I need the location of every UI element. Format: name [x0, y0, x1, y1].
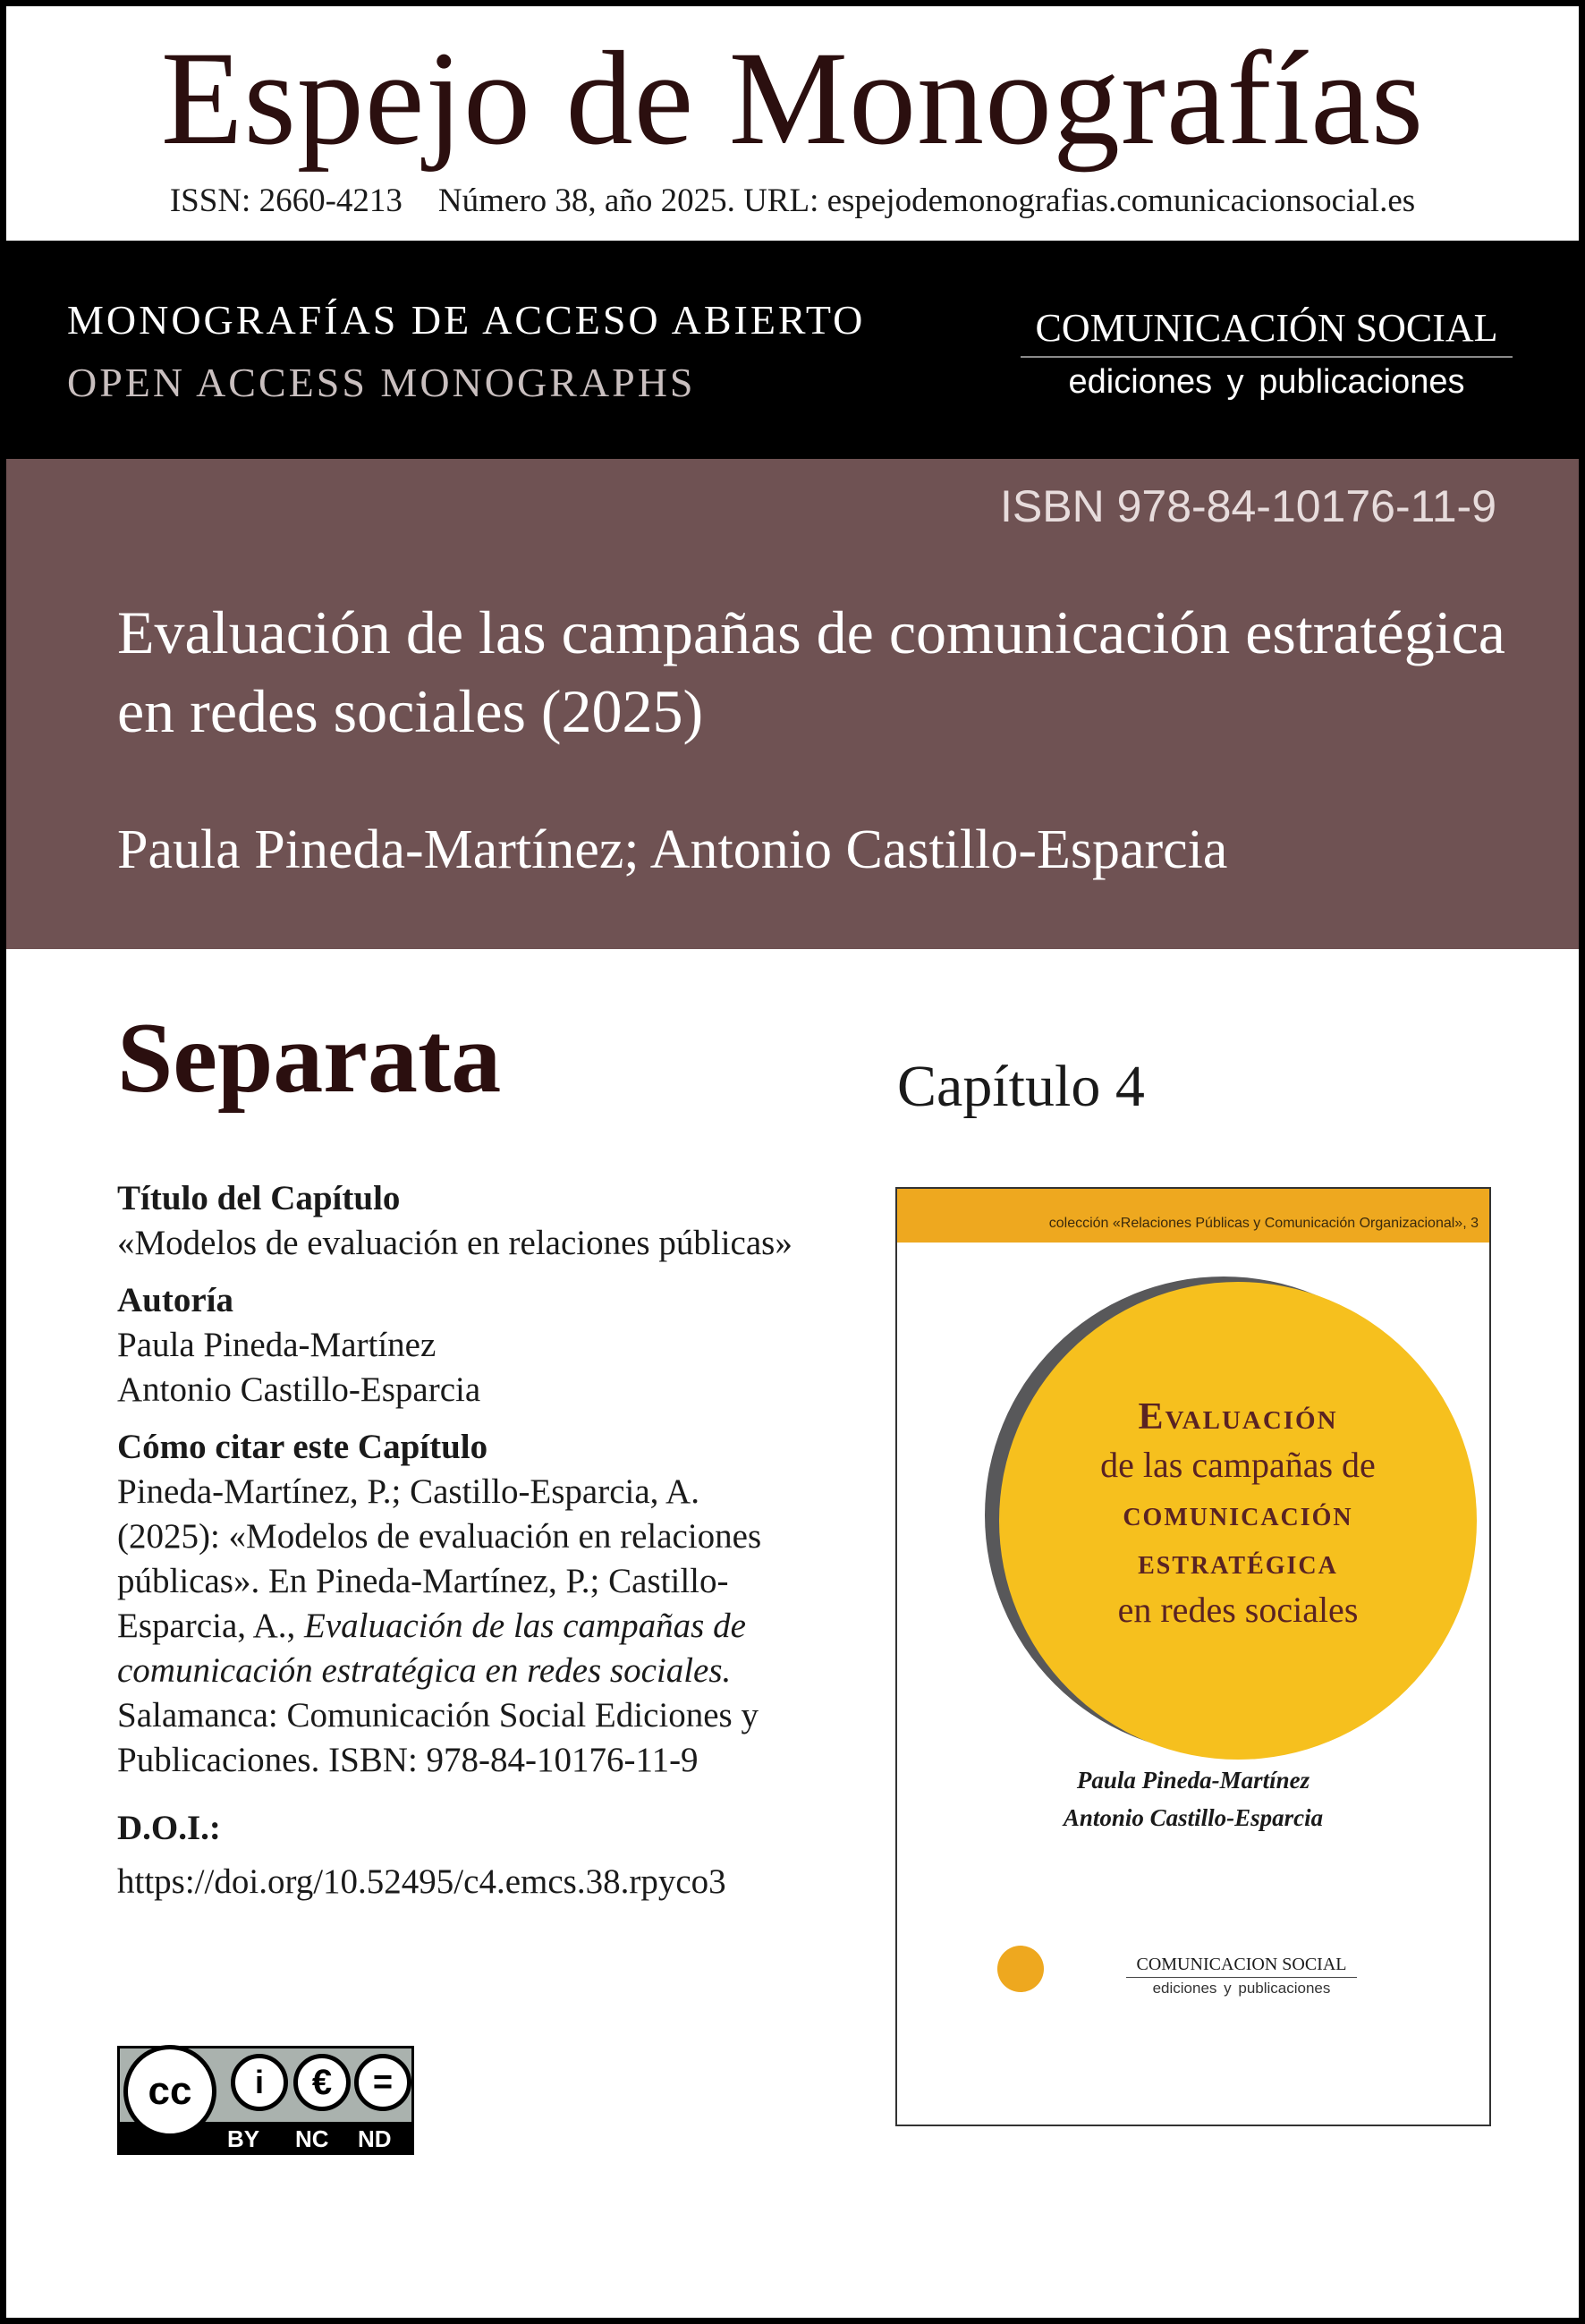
- citation-block: [117, 1425, 797, 1783]
- cover-publisher-sub: ediciones y publicaciones: [1152, 1980, 1331, 1997]
- authorship-block: [117, 1278, 797, 1412]
- cc-nd-label: ND: [358, 2125, 392, 2152]
- author-1: Paula Pineda-Martínez: [117, 1326, 437, 1364]
- noderivatives-icon: =: [354, 2054, 411, 2111]
- cover-title-line-5: en redes sociales: [1117, 1590, 1359, 1630]
- citation-text: [117, 1470, 797, 1783]
- book-cover: [895, 1187, 1491, 2126]
- cc-by-label: BY: [227, 2125, 260, 2152]
- cc-license-badge[interactable]: [117, 2046, 414, 2155]
- chapter-title: «Modelos de evaluación en relaciones públicas»: [117, 1224, 792, 1262]
- cover-title-line-4: estratégica: [1138, 1541, 1338, 1582]
- attribution-icon: i: [231, 2054, 288, 2111]
- cover-author-2: Antonio Castillo-Esparcia: [1063, 1804, 1324, 1831]
- doi-label: D.O.I.:: [117, 1809, 221, 1847]
- chapter-title-label: Título del Capítulo: [117, 1179, 401, 1217]
- citation-label: Cómo citar este Capítulo: [117, 1428, 488, 1466]
- open-access-en: OPEN ACCESS MONOGRAPHS: [67, 360, 696, 405]
- noncommercial-icon: €: [293, 2054, 351, 2111]
- cover-publisher-name: COMUNICACION SOCIAL: [1126, 1955, 1357, 1978]
- citation-part-2: Salamanca: Comunicación Social Ediciones y Publicaciones. ISBN: 978-84-10176-11-9: [117, 1696, 759, 1779]
- authorship-label: Autoría: [117, 1281, 233, 1319]
- cc-nc-label: NC: [295, 2125, 329, 2152]
- separata-heading: Separata: [117, 1003, 502, 1114]
- isbn: ISBN 978-84-10176-11-9: [1000, 481, 1496, 531]
- chapter-number: Capítulo 4: [897, 1054, 1145, 1119]
- book-band: [6, 459, 1579, 949]
- cover-authors: [897, 1761, 1489, 1836]
- cc-icon: cc: [123, 2045, 216, 2138]
- cover-publisher-logo: [1126, 1955, 1357, 1997]
- open-access-band: [6, 241, 1579, 459]
- author-2: Antonio Castillo-Esparcia: [117, 1370, 481, 1409]
- doi-link[interactable]: https://doi.org/10.52495/c4.emcs.38.rpyco3: [117, 1862, 726, 1901]
- publisher-name: COMUNICACIÓN SOCIAL: [1021, 305, 1513, 358]
- citation-book-title: Evaluación de las campañas de comunicación estratégica en redes sociales.: [117, 1607, 746, 1690]
- chapter-info: [117, 1176, 797, 1904]
- cover-title: [999, 1393, 1477, 1634]
- open-access-es: MONOGRAFÍAS DE ACCESO ABIERTO: [67, 297, 866, 343]
- citation-part-1: Pineda-Martínez, P.; Castillo-Esparcia, A. (2025): «Modelos de evaluación en relaciones públicas». En Pineda-Martínez, P.; Castillo-Esparcia, A.,: [117, 1472, 762, 1645]
- chapter-title-block: [117, 1176, 797, 1266]
- issn: ISSN: 2660-4213: [169, 182, 403, 219]
- cover-collection: colección «Relaciones Públicas y Comunicación Organizacional», 3: [1048, 1216, 1479, 1231]
- publisher-sub: ediciones y publicaciones: [1068, 363, 1465, 401]
- journal-title: Espejo de Monografías: [160, 24, 1425, 173]
- journal-meta: [6, 182, 1579, 220]
- cover-title-line-3: comunicación: [1123, 1493, 1353, 1533]
- publisher-logo: [1021, 305, 1513, 402]
- book-title: Evaluación de las campañas de comunicación estratégica en redes sociales (2025): [117, 598, 1505, 745]
- cover-author-1: Paula Pineda-Martínez: [1076, 1767, 1310, 1794]
- issue-info: Número 38, año 2025. URL: espejodemonografias.comunicacionsocial.es: [437, 182, 1416, 219]
- cover-title-line-2: de las campañas de: [1100, 1445, 1376, 1485]
- cover-title-line-1: Evaluación: [1138, 1396, 1338, 1438]
- cover-dot: [997, 1946, 1044, 1992]
- book-authors: Paula Pineda-Martínez; Antonio Castillo-Esparcia: [117, 819, 1228, 880]
